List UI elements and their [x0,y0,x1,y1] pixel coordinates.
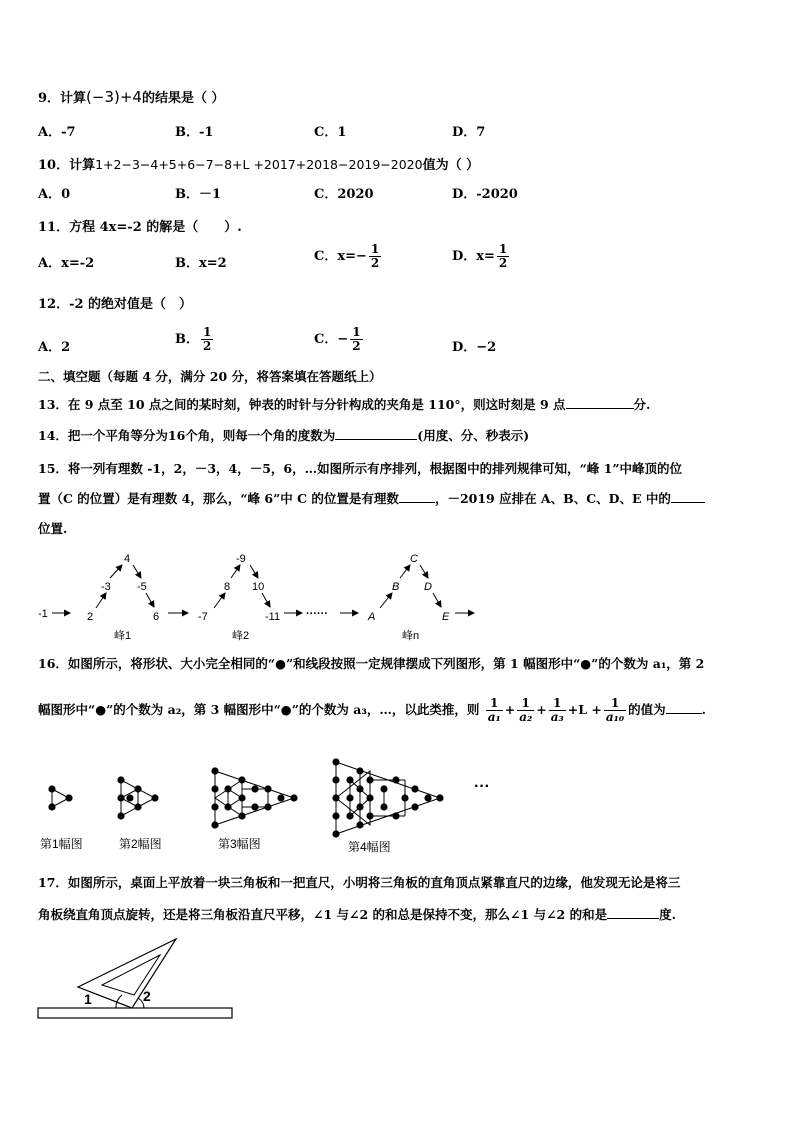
figure-4-caption: 第4幅图 [348,840,391,854]
arrow [380,593,392,608]
peak-n-b: B [392,581,400,593]
dot [224,803,231,810]
figure-ellipsis: ··· [474,778,490,795]
q10-tail: 值为（ ） [422,158,480,173]
peak-n [367,553,474,623]
q10-expression: 1+2−3−4+5+6−7−8+L +2017+2018−2019−2020 [95,157,423,172]
q11-option-d [452,243,511,270]
dot [264,785,271,792]
arrow [250,565,258,578]
fraction-numerator: 1 [517,697,534,711]
q17-line2-text: 角板绕直角顶点旋转，还是将三角板沿直尺平移，∠1 与∠2 的和总是保持不变，那么∠1 与∠2 的和是 [38,907,608,922]
q16-line2 [38,690,706,730]
q9-tail: 的结果是（ ） [141,91,225,106]
dot [211,785,218,792]
fraction-denominator: a₁ [487,710,501,724]
fraction-denominator: 2 [370,256,380,270]
q13-text: 13．在 9 点至 10 点之间的某时刻，钟表的时针与分针构成的夹角是 110°，则这时刻是 9 点 [38,397,566,412]
plus-sign: + [504,702,516,717]
peak-dots: ······ [306,608,328,620]
dot [211,767,218,774]
q11-option-d-fraction [497,243,509,270]
q10-option-d: D．-2020 [452,187,518,202]
dot [332,812,339,819]
peak-2-c: -9 [236,553,246,565]
q9-option-b: B．-1 [175,125,214,140]
peak-1-c: 4 [124,553,131,565]
dot [211,803,218,810]
dot [366,812,373,819]
peak-n-d: D [424,581,432,593]
q10-option-b: B．－1 [175,187,222,202]
q16-frac-2 [517,697,534,724]
section-heading: 二、填空题（每题 4 分，满分 20 分，将答案填在答题纸上） [38,369,382,384]
dot [356,785,363,792]
plus-sign: + [536,702,547,717]
fraction-denominator: a₁₀ [605,710,625,724]
dot [366,776,373,783]
dot [380,803,387,810]
peak-start-number: -1 [38,608,48,620]
q15-line1: 15．将一列有理数 -1，2，－3，4，－5，6，…如图所示有序排列，根据图中的排列规律可知，“峰 1”中峰顶的位 [38,461,683,476]
dot [424,794,431,801]
q11-option-c-prefix: C．x=− [314,249,367,264]
dot [238,812,245,819]
dot [332,758,339,765]
dot [211,821,218,828]
q9-expression: (−3)+4 [86,88,142,106]
q17-answer-blank[interactable] [607,906,659,919]
arrow [214,593,225,608]
q17-ruler-triangle-figure [30,935,290,1025]
arrow [133,565,141,578]
q11-option-b: B．x=2 [175,256,227,271]
peak-1-a: 2 [87,611,94,623]
peak-1-b: -3 [101,581,111,593]
dot [126,794,133,801]
dot [356,803,363,810]
q11-stem: 11．方程 4x=-2 的解是（ ）. [38,220,242,235]
peak-2-e: -11 [265,611,281,623]
q12-option-c [314,326,365,353]
q17-line2 [38,906,676,923]
dot [224,785,231,792]
fraction-denominator: 2 [498,256,508,270]
figure-2-caption: 第2幅图 [119,837,162,851]
arrow [146,593,154,607]
peak-1-caption: 峰1 [114,630,132,642]
dot [392,812,399,819]
fraction-numerator: 1 [604,697,626,711]
q12-option-d: D．−2 [452,340,497,355]
ruler [38,1008,232,1018]
q12-option-b-prefix: B． [175,332,199,347]
q16-answer-blank[interactable] [666,701,702,714]
dot [332,776,339,783]
peak-2-a: -7 [198,611,208,623]
dot [332,794,339,801]
dot [277,794,284,801]
peak-2-b: 8 [224,581,231,593]
fraction-numerator: 1 [549,697,566,711]
dot [366,794,373,801]
q16-line2-text: 幅图形中“●”的个数为 a₂，第 3 幅图形中“●”的个数为 a₃，…，以此类推，则 [38,702,480,717]
dot [264,803,271,810]
q12-option-b [175,326,215,353]
fraction-numerator: 1 [352,325,361,339]
peak-1 [87,553,188,642]
q12-option-c-fraction [350,326,362,353]
q17-line1: 17．如图所示，桌面上平放着一块三角板和一把直尺，小明将三角板的直角顶点紧靠直尺的边缘，他发现无论是将三 [38,875,681,890]
arrow [420,565,428,578]
fraction-denominator: 2 [203,339,212,353]
q13-tail: 分. [633,397,651,412]
peak-n-e: E [442,611,450,623]
q14-tail: (用度、分、秒表示) [417,428,530,443]
peak-2-d: 10 [252,581,265,593]
q10-option-a: A．0 [38,187,71,202]
q11-option-c [314,243,383,270]
q9-option-d: D．7 [452,125,486,140]
q16-end: . [701,702,707,717]
dot [238,794,245,801]
figure-1-caption: 第1幅图 [40,837,83,851]
dot [238,776,245,783]
q10-label: 10．计算 [38,158,96,173]
arrow [96,593,106,608]
dot [134,803,141,810]
q9-option-c: C．1 [314,125,347,140]
q11-option-c-fraction [369,243,381,270]
q17-tail: 度. [659,907,676,922]
peak-1-e: 6 [153,611,160,623]
dot [117,776,124,783]
fraction-numerator: 1 [486,697,503,711]
q13-answer-blank[interactable] [566,396,634,409]
dot [356,767,363,774]
q16-line1: 16．如图所示，将形状、大小完全相同的“●”和线段按照一定规律摆成下列图形，第 1 幅图形中“●”的个数为 a₁，第 2 [38,656,705,671]
q15-line3: 位置. [38,521,68,536]
angle-1-arc [116,995,122,1008]
ellipsis-plus: +L + [567,702,602,717]
q13 [38,396,650,413]
q11-option-d-prefix: D．x= [452,249,495,264]
dot [134,785,141,792]
q11-option-a: A．x=-2 [38,256,95,271]
arrow [231,565,240,578]
fraction-numerator: 1 [370,242,380,256]
fraction-numerator: 1 [203,325,212,339]
q15-line2 [38,490,705,507]
q14-answer-blank[interactable] [335,427,417,440]
q15-answer-blank-1[interactable] [399,490,435,503]
q15-answer-blank-2[interactable] [671,490,705,503]
dot [346,776,353,783]
q14-text: 14．把一个平角等分为16个角，则每一个角的度数为 [38,428,336,443]
q12-option-c-prefix: C．− [314,332,349,347]
dot [346,812,353,819]
q16-frac-10 [604,697,626,724]
dot [346,794,353,801]
q14 [38,427,529,444]
dot [332,830,339,837]
fraction-numerator: 1 [498,242,508,256]
q15-line2-b: ，－2019 应排在 A、B、C、D、E 中的 [434,491,671,506]
arrow [262,593,270,607]
fraction-denominator: a₃ [550,710,564,724]
q16-dot-figures [0,745,794,865]
q12-option-a: A．2 [38,340,71,355]
q16-tail: 的值为 [628,702,666,717]
q15-peaks-figure [0,545,794,645]
q12-stem: 12．-2 的绝对值是（ ） [38,297,193,312]
dot [401,794,408,801]
q9-option-a: A．-7 [38,125,76,140]
peak-2-caption: 峰2 [232,630,250,642]
dot [151,794,158,801]
q16-frac-3 [549,697,566,724]
dot [392,776,399,783]
dot [48,785,55,792]
q15-line2-a: 置（C 的位置）是有理数 4，那么，“峰 6”中 C 的位置是有理数 [38,491,399,506]
q16-frac-1 [486,697,503,724]
q9-label: 9．计算 [38,91,87,106]
dot [65,794,72,801]
dot [117,812,124,819]
dot [290,794,297,801]
q12-option-b-fraction [201,326,213,353]
figure-3-caption: 第3幅图 [218,837,261,851]
fraction-denominator: 2 [352,339,361,353]
fraction-denominator: a₂ [519,710,533,724]
peak-n-c: C [410,553,418,565]
dot [411,803,418,810]
arrow [110,565,122,578]
dot [436,794,443,801]
dot [117,794,124,801]
peak-n-caption: 峰n [402,630,420,642]
dot [411,785,418,792]
set-square-outer [78,939,176,1008]
dot [48,803,55,810]
dot [380,785,387,792]
angle-2-label: 2 [143,988,151,1004]
peak-1-d: -5 [137,581,147,593]
peak-n-a: A [368,611,376,623]
arrow [433,593,441,607]
q10-option-c: C．2020 [314,187,374,202]
q9-stem [38,89,225,107]
dot [251,785,258,792]
arrow [400,565,410,578]
angle-1-label: 1 [84,991,92,1007]
peak-2 [198,553,302,642]
dot [356,821,363,828]
q10-stem [38,157,479,174]
dot [251,803,258,810]
